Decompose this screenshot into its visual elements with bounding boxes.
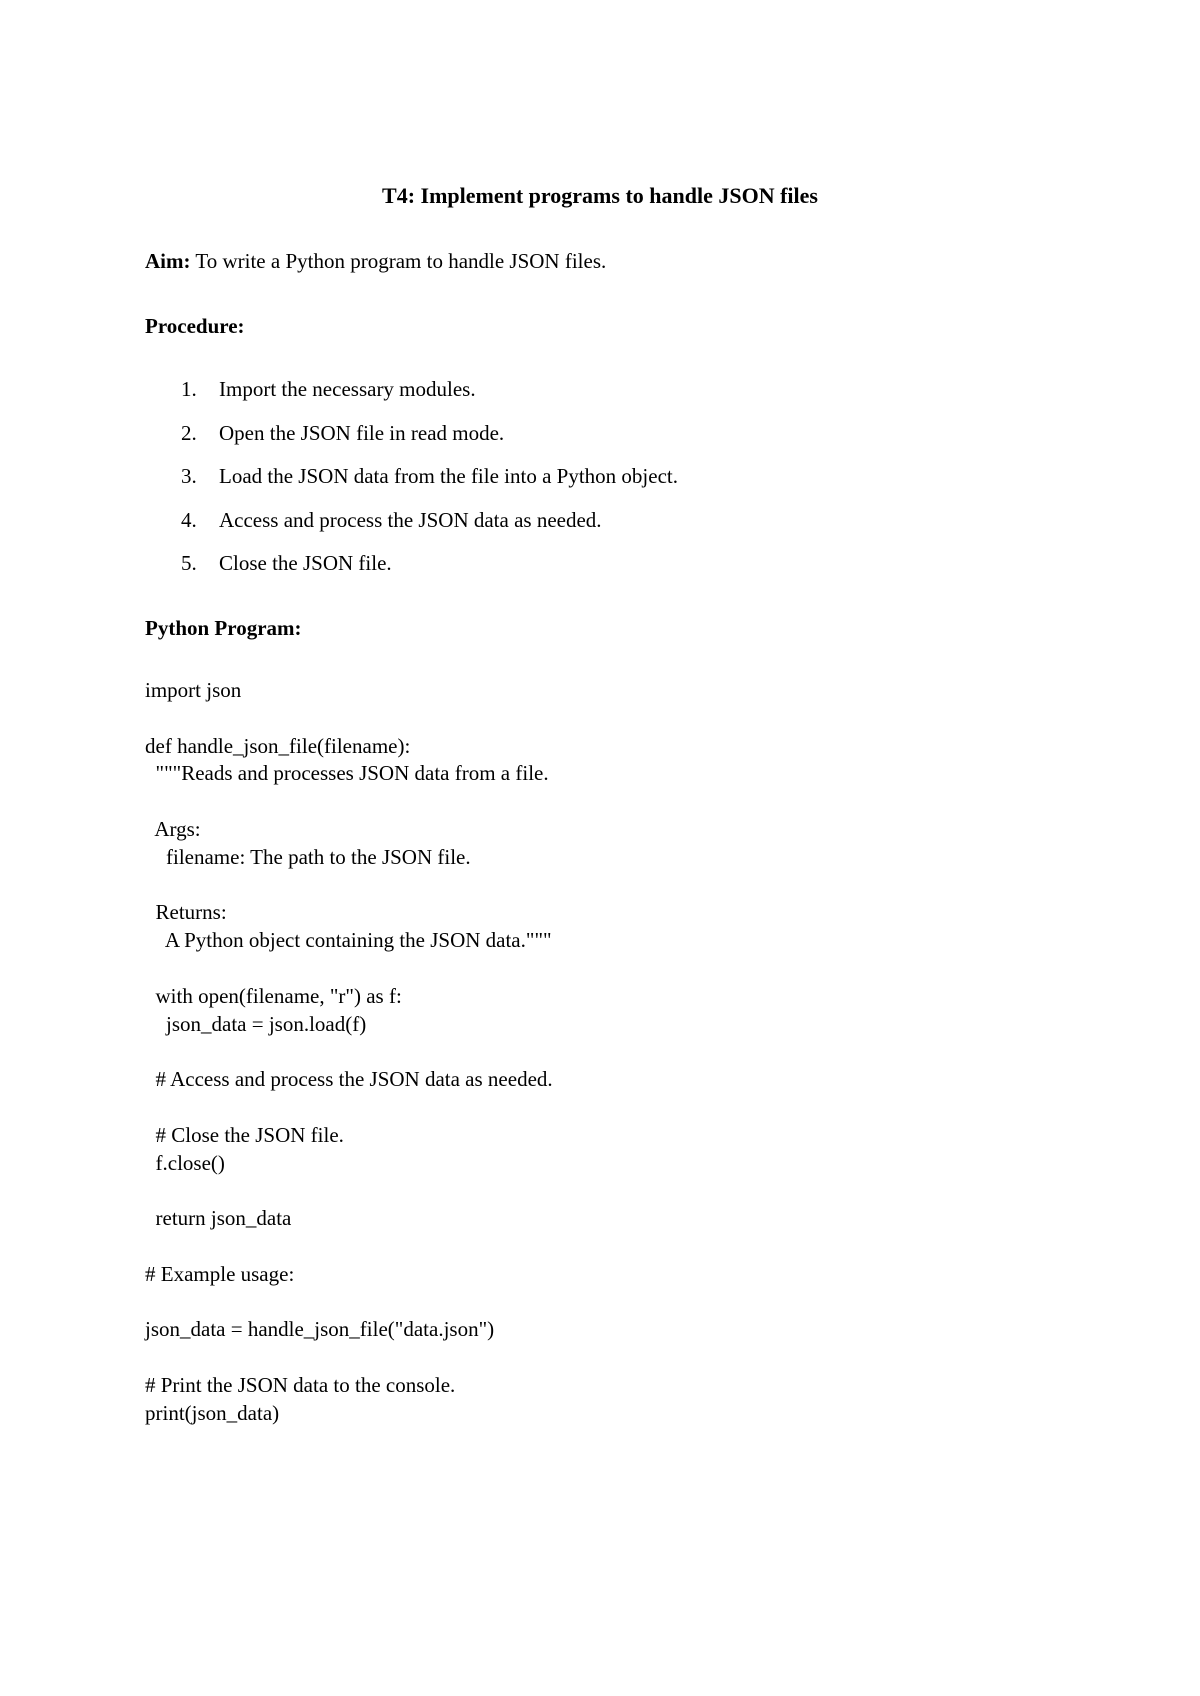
list-text: Close the JSON file. [219, 551, 392, 575]
list-text: Load the JSON data from the file into a Python object. [219, 464, 678, 488]
procedure-heading: Procedure: [145, 314, 245, 338]
list-number: 5. [181, 551, 197, 575]
page-title: T4: Implement programs to handle JSON files [382, 183, 818, 208]
list-number: 2. [181, 420, 197, 445]
aim-paragraph [145, 247, 606, 275]
list-text: Open the JSON file in read mode. [219, 420, 505, 445]
list-number: 4. [181, 507, 197, 532]
aim-text: To write a Python program to handle JSON files. [190, 249, 607, 273]
list-text: Import the necessary modules. [219, 377, 476, 401]
program-heading: Python Program: [145, 616, 302, 640]
list-text: Access and process the JSON data as needed. [219, 507, 602, 532]
list-number: 1. [181, 377, 197, 401]
code-listing: import json def handle_json_file(filename): """Reads and processes JSON data from a file. Args: filename: The path to the JSON file. Returns: A Python object containing the JSON data.""" with open(filename, "r") as f: json_data = json.load(f) # Access and process the JSON data as needed. # Close the JSON file. f.close() return json_data # Example usage: json_data = handle_json_file("data.json") # Print the JSON data to the console. print(json_data) [145, 678, 553, 1425]
list-number: 3. [181, 464, 197, 488]
aim-label: Aim: [145, 249, 191, 273]
